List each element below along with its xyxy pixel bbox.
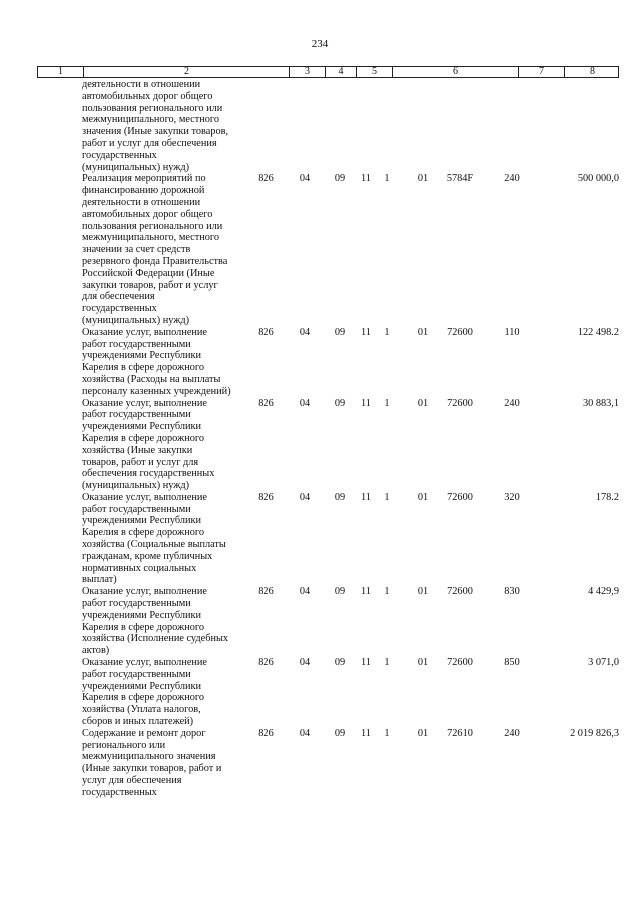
table-body xyxy=(0,79,640,799)
description-line: межмуниципального, местного xyxy=(82,232,220,244)
header-cell-3: 3 xyxy=(289,67,325,77)
header-cell-4: 4 xyxy=(325,67,356,77)
cell-podrazdel: 09 xyxy=(334,173,346,185)
header-cell-7: 7 xyxy=(518,67,564,77)
table-row xyxy=(0,586,640,657)
cell-ved: 826 xyxy=(258,173,274,185)
description-line: выплат) xyxy=(82,574,117,586)
cell-target-event: 01 xyxy=(417,657,429,669)
description-line: работ государственными xyxy=(82,598,191,610)
description-line: персоналу казенных учреждений) xyxy=(82,385,231,397)
header-cell-5: 5 xyxy=(356,67,392,77)
header-cell-1: 1 xyxy=(58,66,63,77)
cell-podrazdel: 09 xyxy=(334,326,346,338)
description-line: Оказание услуг, выполнение xyxy=(82,397,207,409)
cell-podrazdel: 09 xyxy=(334,397,346,409)
description-line: Реализация мероприятий по xyxy=(82,173,206,185)
description-line: сборов и иных платежей) xyxy=(82,716,194,728)
cell-target-direction: 72600 xyxy=(447,657,473,669)
cell-target-event: 01 xyxy=(417,727,429,739)
cell-description xyxy=(82,586,252,657)
description-line: государственных xyxy=(82,786,157,798)
cell-target-direction: 72600 xyxy=(447,326,473,338)
cell-target-event: 01 xyxy=(417,397,429,409)
cell-expense-type: 240 xyxy=(504,173,520,185)
description-line: хозяйства (Расходы на выплаты xyxy=(82,373,221,385)
cell-expense-type: 320 xyxy=(504,491,520,503)
description-line: Оказание услуг, выполнение xyxy=(82,491,207,503)
cell-target-event: 01 xyxy=(417,326,429,338)
cell-expense-type: 240 xyxy=(504,727,520,739)
description-line: учреждениями Республики xyxy=(82,680,201,692)
cell-target-direction: 72600 xyxy=(447,397,473,409)
description-line: (муниципальных) нужд) xyxy=(82,314,190,326)
cell-target-program: 11 xyxy=(361,173,371,185)
page-number: 234 xyxy=(311,38,329,50)
cell-target-subprogram: 1 xyxy=(384,326,390,338)
description-line: работ государственными xyxy=(82,503,191,515)
description-line: хозяйства (Социальные выплаты xyxy=(82,539,226,551)
table-row xyxy=(0,657,640,728)
description-line: учреждениями Республики xyxy=(82,515,201,527)
description-line: государственных xyxy=(82,303,157,315)
description-line: хозяйства (Исполнение судебных xyxy=(82,633,229,645)
header-cell-8: 8 xyxy=(564,67,620,77)
cell-target-subprogram: 1 xyxy=(384,657,390,669)
cell-razdel: 04 xyxy=(299,586,311,598)
table-row xyxy=(0,79,640,173)
cell-razdel: 04 xyxy=(299,491,311,503)
cell-description xyxy=(82,398,252,492)
description-line: деятельности в отношении xyxy=(82,196,201,208)
cell-podrazdel: 09 xyxy=(334,586,346,598)
description-line: учреждениями Республики xyxy=(82,609,201,621)
cell-target-program: 11 xyxy=(361,397,371,409)
cell-target-subprogram: 1 xyxy=(384,173,390,185)
description-line: Карелия в сфере дорожного xyxy=(82,527,204,539)
cell-target-subprogram: 1 xyxy=(384,491,390,503)
cell-ved: 826 xyxy=(258,491,274,503)
cell-description xyxy=(82,492,252,586)
header-cell-6: 6 xyxy=(392,67,518,77)
description-line: Карелия в сфере дорожного xyxy=(82,432,204,444)
description-line: резервного фонда Правительства xyxy=(82,255,228,267)
description-line: работ и услуг для обеспечения xyxy=(82,137,217,149)
cell-description xyxy=(82,657,252,728)
table-row xyxy=(0,327,640,398)
description-line: работ государственными xyxy=(82,668,191,680)
description-line: Содержание и ремонт дорог xyxy=(82,727,206,739)
description-line: Оказание услуг, выполнение xyxy=(82,586,207,598)
cell-ved: 826 xyxy=(258,326,274,338)
cell-podrazdel: 09 xyxy=(334,727,346,739)
cell-target-subprogram: 1 xyxy=(384,586,390,598)
cell-amount: 30 883,1 xyxy=(582,397,619,409)
cell-description xyxy=(82,327,252,398)
cell-amount: 178.2 xyxy=(595,491,619,503)
cell-ved: 826 xyxy=(258,657,274,669)
description-line: товаров, работ и услуг для xyxy=(82,456,199,468)
cell-amount: 122 498.2 xyxy=(577,326,619,338)
cell-target-program: 11 xyxy=(361,491,371,503)
cell-razdel: 04 xyxy=(299,727,311,739)
cell-razdel: 04 xyxy=(299,397,311,409)
description-line: нормативных социальных xyxy=(82,562,197,574)
description-line: учреждениями Республики xyxy=(82,421,201,433)
description-line: учреждениями Республики xyxy=(82,350,201,362)
description-line: услуг для обеспечения xyxy=(82,775,182,787)
cell-target-direction: 72610 xyxy=(447,727,473,739)
description-line: пользования регионального или xyxy=(82,220,223,232)
description-line: работ государственными xyxy=(82,338,191,350)
cell-description xyxy=(82,79,252,173)
cell-description xyxy=(82,173,252,326)
cell-ved: 826 xyxy=(258,727,274,739)
cell-target-program: 11 xyxy=(361,727,371,739)
description-line: гражданам, кроме публичных xyxy=(82,550,213,562)
description-line: автомобильных дорог общего xyxy=(82,208,213,220)
description-line: Российской Федерации (Иные xyxy=(82,267,215,279)
cell-ved: 826 xyxy=(258,397,274,409)
cell-target-event: 01 xyxy=(417,173,429,185)
description-line: деятельности в отношении xyxy=(82,79,201,90)
cell-target-direction: 72600 xyxy=(447,586,473,598)
cell-expense-type: 830 xyxy=(504,586,520,598)
table-row xyxy=(0,173,640,326)
cell-amount: 3 071,0 xyxy=(588,657,619,669)
description-line: (Иные закупки товаров, работ и xyxy=(82,763,222,775)
cell-expense-type: 240 xyxy=(504,397,520,409)
description-line: государственных xyxy=(82,149,157,161)
description-line: Оказание услуг, выполнение xyxy=(82,657,207,669)
cell-expense-type: 110 xyxy=(504,326,520,338)
table-row xyxy=(0,492,640,586)
cell-amount: 2 019 826,3 xyxy=(570,727,619,739)
cell-target-program: 11 xyxy=(361,657,371,669)
description-line: (муниципальных) нужд) xyxy=(82,480,190,492)
description-line: Карелия в сфере дорожного xyxy=(82,621,204,633)
header-cell-2: 2 xyxy=(83,67,289,77)
table-row xyxy=(0,398,640,492)
cell-description xyxy=(82,728,252,799)
cell-target-event: 01 xyxy=(417,491,429,503)
table-header xyxy=(37,66,619,78)
cell-target-program: 11 xyxy=(361,586,371,598)
description-line: для обеспечения xyxy=(82,291,155,303)
cell-target-direction: 72600 xyxy=(447,491,473,503)
cell-amount: 500 000,0 xyxy=(577,173,619,185)
description-line: актов) xyxy=(82,645,110,657)
cell-podrazdel: 09 xyxy=(334,657,346,669)
cell-razdel: 04 xyxy=(299,657,311,669)
cell-ved: 826 xyxy=(258,586,274,598)
description-line: (муниципальных) нужд) xyxy=(82,161,190,173)
description-line: межмуниципального значения xyxy=(82,751,216,763)
description-line: пользования регионального или xyxy=(82,102,223,114)
cell-razdel: 04 xyxy=(299,173,311,185)
cell-target-event: 01 xyxy=(417,586,429,598)
description-line: обеспечения государственных xyxy=(82,468,215,480)
description-line: автомобильных дорог общего xyxy=(82,90,213,102)
cell-target-subprogram: 1 xyxy=(384,397,390,409)
description-line: межмуниципального, местного xyxy=(82,114,220,126)
cell-expense-type: 850 xyxy=(504,657,520,669)
description-line: финансированию дорожной xyxy=(82,185,205,197)
cell-razdel: 04 xyxy=(299,326,311,338)
cell-amount: 4 429,9 xyxy=(588,586,619,598)
description-line: хозяйства (Уплата налогов, xyxy=(82,704,201,716)
description-line: хозяйства (Иные закупки xyxy=(82,444,193,456)
description-line: регионального или xyxy=(82,739,166,751)
table-row xyxy=(0,728,640,799)
cell-target-program: 11 xyxy=(361,326,371,338)
cell-podrazdel: 09 xyxy=(334,491,346,503)
cell-target-direction: 5784F xyxy=(446,173,474,185)
description-line: Карелия в сфере дорожного xyxy=(82,692,204,704)
cell-target-subprogram: 1 xyxy=(384,727,390,739)
description-line: Оказание услуг, выполнение xyxy=(82,326,207,338)
description-line: закупки товаров, работ и услуг xyxy=(82,279,218,291)
description-line: значении за счет средств xyxy=(82,244,191,256)
description-line: Карелия в сфере дорожного xyxy=(82,362,204,374)
description-line: значения (Иные закупки товаров, xyxy=(82,126,229,138)
description-line: работ государственными xyxy=(82,409,191,421)
